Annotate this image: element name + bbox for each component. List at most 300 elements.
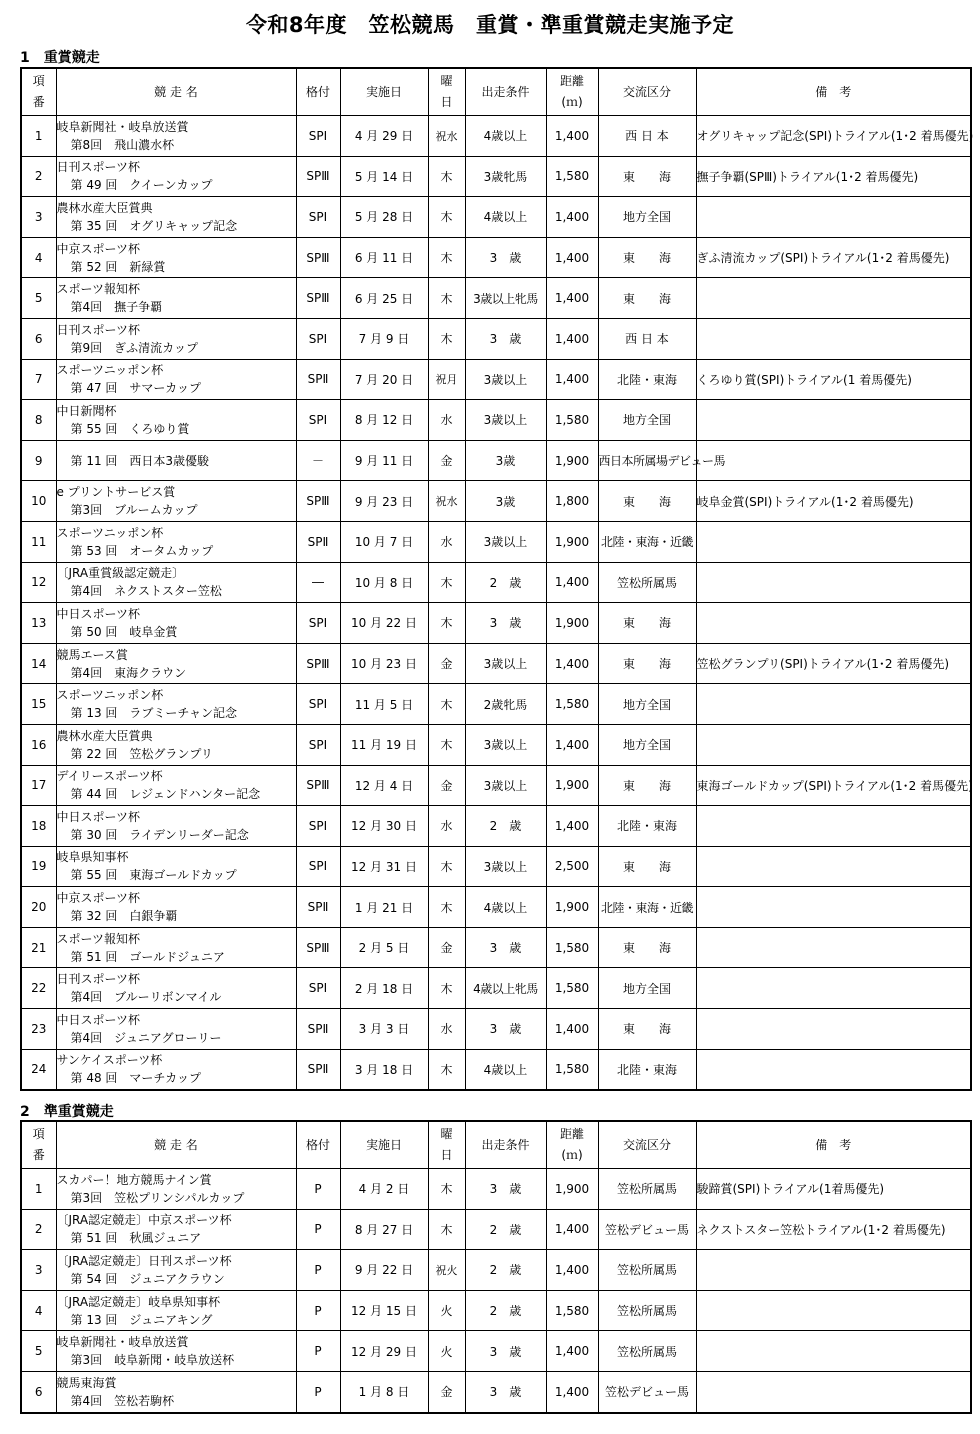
cell-notes: オグリキャップ記念(SPⅠ)トライアル(1･2 着馬優先) xyxy=(696,116,971,157)
cell-no: 4 xyxy=(21,237,56,278)
table-row xyxy=(21,927,971,968)
cell-race-name xyxy=(56,1009,296,1050)
cell-exchange: 北陸・東海 xyxy=(598,359,696,400)
cell-grade: SPⅠ xyxy=(296,400,340,441)
race-title: 第 35 回 オグリキャップ記念 xyxy=(70,218,238,233)
cell-no: 6 xyxy=(21,1371,56,1412)
cell-race-name xyxy=(56,521,296,562)
cell-grade: SPⅢ xyxy=(296,156,340,197)
cell-notes: ぎふ清流カップ(SPⅠ)トライアル(1･2 着馬優先) xyxy=(696,237,971,278)
header-date: 実施日 xyxy=(340,68,428,116)
cell-distance: 1,900 xyxy=(546,440,598,481)
cell-no: 5 xyxy=(21,278,56,319)
cell-grade: SPⅡ xyxy=(296,1049,340,1090)
cell-condition: 3 歳 xyxy=(465,927,546,968)
cell-no: 9 xyxy=(21,440,56,481)
cell-grade: － xyxy=(296,440,340,481)
cell-race-name xyxy=(56,927,296,968)
cell-notes xyxy=(696,887,971,928)
race-title: 第3回 笠松プリンシパルカップ xyxy=(70,1190,245,1205)
race-sponsor: 〔JRA認定競走〕日刊スポーツ杯 xyxy=(56,1253,232,1268)
cell-grade: SPⅢ xyxy=(296,927,340,968)
cell-notes xyxy=(696,806,971,847)
cell-notes xyxy=(696,562,971,603)
cell-exchange: 北陸・東海・近畿 xyxy=(598,521,696,562)
cell-race-name xyxy=(56,724,296,765)
cell-condition: 3 歳 xyxy=(465,1371,546,1412)
cell-date: 8 月 12 日 xyxy=(340,400,428,441)
cell-condition: 3歳 xyxy=(465,440,546,481)
cell-date: 7 月 9 日 xyxy=(340,318,428,359)
cell-date: 12 月 29 日 xyxy=(340,1331,428,1372)
cell-no: 21 xyxy=(21,927,56,968)
cell-day: 火 xyxy=(428,1331,465,1372)
cell-day: 木 xyxy=(428,1209,465,1250)
cell-date: 11 月 5 日 xyxy=(340,684,428,725)
cell-day: 木 xyxy=(428,197,465,238)
cell-distance: 1,900 xyxy=(546,603,598,644)
table-row xyxy=(21,1169,971,1210)
cell-distance: 1,580 xyxy=(546,927,598,968)
cell-day: 木 xyxy=(428,887,465,928)
race-title: 第 52 回 新緑賞 xyxy=(70,259,166,274)
cell-day: 木 xyxy=(428,318,465,359)
table-row xyxy=(21,1209,971,1250)
cell-notes: 撫子争覇(SPⅢ)トライアル(1･2 着馬優先) xyxy=(696,156,971,197)
race-title: 第4回 ジュニアグローリー xyxy=(70,1030,222,1045)
cell-condition: 4歳以上 xyxy=(465,116,546,157)
header-exchange: 交流区分 xyxy=(598,68,696,116)
table-row xyxy=(21,1290,971,1331)
cell-distance: 1,400 xyxy=(546,116,598,157)
cell-exchange: 地方全国 xyxy=(598,400,696,441)
cell-grade: SPⅢ xyxy=(296,481,340,522)
semi-graded-race-table xyxy=(20,1120,972,1414)
table-row xyxy=(21,440,971,481)
cell-distance: 1,400 xyxy=(546,806,598,847)
cell-exchange: 地方全国 xyxy=(598,968,696,1009)
cell-race-name xyxy=(56,1250,296,1291)
header-date: 実施日 xyxy=(340,1121,428,1169)
cell-no: 8 xyxy=(21,400,56,441)
cell-distance: 1,580 xyxy=(546,1049,598,1090)
cell-race-name xyxy=(56,684,296,725)
table-header xyxy=(21,68,971,116)
race-sponsor: 競馬エース賞 xyxy=(56,647,128,662)
cell-date: 4 月 2 日 xyxy=(340,1169,428,1210)
cell-notes xyxy=(696,724,971,765)
cell-condition: 2 歳 xyxy=(465,1209,546,1250)
cell-day: 火 xyxy=(428,1290,465,1331)
cell-exchange: 北陸・東海 xyxy=(598,806,696,847)
cell-day: 水 xyxy=(428,806,465,847)
cell-exchange: 東 海 xyxy=(598,237,696,278)
race-sponsor: 中日スポーツ杯 xyxy=(56,809,141,824)
cell-notes xyxy=(696,440,971,481)
cell-grade: SPⅢ xyxy=(296,237,340,278)
cell-day: 木 xyxy=(428,278,465,319)
cell-no: 1 xyxy=(21,1169,56,1210)
race-title: 第 44 回 レジェンドハンター記念 xyxy=(70,787,261,802)
table-row xyxy=(21,643,971,684)
race-title: 第 13 回 ラブミーチャン記念 xyxy=(70,706,238,721)
cell-grade: SPⅡ xyxy=(296,359,340,400)
cell-condition: 3歳以上 xyxy=(465,521,546,562)
cell-exchange: 東 海 xyxy=(598,643,696,684)
cell-exchange: 西 日 本 xyxy=(598,116,696,157)
race-sponsor: 中日新聞杯 xyxy=(56,403,117,418)
cell-race-name xyxy=(56,197,296,238)
cell-distance: 1,400 xyxy=(546,237,598,278)
race-title: 第 51 回 ゴールドジュニア xyxy=(70,949,225,964)
cell-day: 祝水 xyxy=(428,481,465,522)
cell-notes xyxy=(696,968,971,1009)
cell-condition: 3 歳 xyxy=(465,1009,546,1050)
header-notes: 備 考 xyxy=(696,68,971,116)
table-row xyxy=(21,968,971,1009)
cell-notes xyxy=(696,1250,971,1291)
race-title: 第 47 回 サマーカップ xyxy=(70,381,202,396)
cell-condition: 3歳以上 xyxy=(465,765,546,806)
cell-date: 10 月 7 日 xyxy=(340,521,428,562)
cell-race-name xyxy=(56,481,296,522)
cell-grade: SPⅠ xyxy=(296,318,340,359)
table-row xyxy=(21,684,971,725)
cell-condition: 2 歳 xyxy=(465,1290,546,1331)
cell-notes xyxy=(696,1371,971,1412)
table-row xyxy=(21,1331,971,1372)
table-row xyxy=(21,1049,971,1090)
cell-distance: 1,580 xyxy=(546,968,598,1009)
cell-day: 祝火 xyxy=(428,1250,465,1291)
cell-notes xyxy=(696,1290,971,1331)
cell-notes xyxy=(696,278,971,319)
cell-day: 木 xyxy=(428,724,465,765)
header-distance: 距離 (ｍ) xyxy=(546,68,598,116)
cell-no: 20 xyxy=(21,887,56,928)
race-sponsor: 農林水産大臣賞典 xyxy=(56,200,153,215)
cell-notes xyxy=(696,400,971,441)
header-name: 競 走 名 xyxy=(56,1121,296,1169)
table-header xyxy=(21,1121,971,1169)
race-title: 第4回 ネクストスター笠松 xyxy=(70,584,222,599)
race-sponsor: 中日スポーツ杯 xyxy=(56,1012,141,1027)
cell-race-name xyxy=(56,318,296,359)
cell-distance: 1,400 xyxy=(546,1371,598,1412)
table-row xyxy=(21,724,971,765)
cell-condition: 3歳以上 xyxy=(465,359,546,400)
cell-notes: くろゆり賞(SPⅠ)トライアル(1 着馬優先) xyxy=(696,359,971,400)
cell-date: 3 月 3 日 xyxy=(340,1009,428,1050)
cell-condition: 3歳 xyxy=(465,481,546,522)
race-title: 第4回 ブルーリボンマイル xyxy=(70,990,222,1005)
cell-day: 木 xyxy=(428,237,465,278)
cell-exchange: 西 日 本 xyxy=(598,318,696,359)
race-sponsor: 日刊スポーツ杯 xyxy=(56,322,141,337)
cell-grade: P xyxy=(296,1331,340,1372)
cell-grade: SPⅡ xyxy=(296,521,340,562)
cell-notes xyxy=(696,927,971,968)
cell-condition: 3 歳 xyxy=(465,603,546,644)
cell-distance: 1,400 xyxy=(546,318,598,359)
cell-no: 12 xyxy=(21,562,56,603)
table-row xyxy=(21,278,971,319)
cell-exchange: 笠松所属馬 xyxy=(598,1169,696,1210)
cell-distance: 1,400 xyxy=(546,359,598,400)
cell-notes xyxy=(696,684,971,725)
table-row xyxy=(21,887,971,928)
cell-day: 木 xyxy=(428,1169,465,1210)
header-day: 曜 日 xyxy=(428,68,465,116)
header-notes: 備 考 xyxy=(696,1121,971,1169)
cell-exchange: 北陸・東海・近畿 xyxy=(598,887,696,928)
cell-exchange: 東 海 xyxy=(598,846,696,887)
cell-distance: 1,580 xyxy=(546,684,598,725)
header-condition: 出走条件 xyxy=(465,1121,546,1169)
race-title: 第4回 東海クラウン xyxy=(70,665,187,680)
cell-condition: 3歳以上 xyxy=(465,846,546,887)
race-title: 第 48 回 マーチカップ xyxy=(70,1071,202,1086)
cell-notes xyxy=(696,1331,971,1372)
race-sponsor: スポーツニッポン杯 xyxy=(56,688,164,703)
cell-date: 11 月 19 日 xyxy=(340,724,428,765)
cell-day: 木 xyxy=(428,603,465,644)
table-row xyxy=(21,765,971,806)
cell-grade: P xyxy=(296,1169,340,1210)
cell-race-name xyxy=(56,1290,296,1331)
section-heading-graded: 1 重賞競走 xyxy=(20,50,100,66)
cell-notes: 東海ゴールドカップ(SPⅠ)トライアル(1･2 着馬優先) xyxy=(696,765,971,806)
cell-notes: 笠松グランプリ(SPⅠ)トライアル(1･2 着馬優先) xyxy=(696,643,971,684)
cell-exchange: 地方全国 xyxy=(598,724,696,765)
cell-grade: SPⅠ xyxy=(296,968,340,1009)
race-title: 第4回 笠松若駒杯 xyxy=(70,1393,175,1408)
cell-notes: 駿蹄賞(SPⅠ)トライアル(1着馬優先) xyxy=(696,1169,971,1210)
cell-date: 1 月 8 日 xyxy=(340,1371,428,1412)
cell-no: 2 xyxy=(21,1209,56,1250)
cell-condition: 2 歳 xyxy=(465,806,546,847)
cell-notes: ネクストスター笠松トライアル(1･2 着馬優先) xyxy=(696,1209,971,1250)
cell-exchange: 笠松デビュー馬 xyxy=(598,1371,696,1412)
cell-exchange: 地方全国 xyxy=(598,684,696,725)
cell-grade: SPⅠ xyxy=(296,197,340,238)
cell-condition: 3歳以上牝馬 xyxy=(465,278,546,319)
header-distance: 距離 (ｍ) xyxy=(546,1121,598,1169)
cell-race-name xyxy=(56,765,296,806)
race-sponsor: 日刊スポーツ杯 xyxy=(56,160,141,175)
cell-race-name xyxy=(56,562,296,603)
cell-grade: SPⅠ xyxy=(296,846,340,887)
cell-distance: 1,400 xyxy=(546,1331,598,1372)
race-title: 第3回 ブルームカップ xyxy=(70,503,198,518)
cell-distance: 1,400 xyxy=(546,1250,598,1291)
cell-distance: 1,900 xyxy=(546,1169,598,1210)
cell-condition: 3歳以上 xyxy=(465,643,546,684)
cell-distance: 1,400 xyxy=(546,643,598,684)
cell-day: 水 xyxy=(428,400,465,441)
cell-condition: 4歳以上 xyxy=(465,887,546,928)
cell-no: 3 xyxy=(21,197,56,238)
cell-grade: SPⅠ xyxy=(296,724,340,765)
cell-day: 金 xyxy=(428,440,465,481)
cell-notes xyxy=(696,197,971,238)
table-row xyxy=(21,197,971,238)
cell-exchange: 東 海 xyxy=(598,765,696,806)
cell-date: 10 月 8 日 xyxy=(340,562,428,603)
table-row xyxy=(21,359,971,400)
header-no: 項 番 xyxy=(21,68,56,116)
cell-distance: 1,900 xyxy=(546,521,598,562)
cell-date: 7 月 20 日 xyxy=(340,359,428,400)
header-no: 項 番 xyxy=(21,1121,56,1169)
cell-race-name xyxy=(56,278,296,319)
cell-no: 22 xyxy=(21,968,56,1009)
cell-day: 金 xyxy=(428,927,465,968)
cell-distance: 1,580 xyxy=(546,1290,598,1331)
table-row xyxy=(21,562,971,603)
cell-condition: 3 歳 xyxy=(465,237,546,278)
cell-grade: SPⅢ xyxy=(296,643,340,684)
cell-no: 18 xyxy=(21,806,56,847)
cell-race-name xyxy=(56,643,296,684)
cell-exchange: 北陸・東海 xyxy=(598,1049,696,1090)
cell-no: 4 xyxy=(21,1290,56,1331)
race-title: 第 13 回 ジュニアキング xyxy=(70,1312,213,1327)
race-sponsor: 競馬東海賞 xyxy=(56,1375,117,1390)
table-row xyxy=(21,400,971,441)
cell-no: 10 xyxy=(21,481,56,522)
page-title: 令和8年度 笠松競馬 重賞・準重賞競走実施予定 xyxy=(245,13,735,37)
cell-no: 19 xyxy=(21,846,56,887)
cell-notes: 岐阜金賞(SPⅠ)トライアル(1･2 着馬優先) xyxy=(696,481,971,522)
cell-race-name xyxy=(56,1169,296,1210)
race-sponsor: 日刊スポーツ杯 xyxy=(56,972,141,987)
cell-no: 11 xyxy=(21,521,56,562)
table-row xyxy=(21,603,971,644)
cell-condition: 4歳以上 xyxy=(465,1049,546,1090)
cell-exchange: 東 海 xyxy=(598,481,696,522)
race-sponsor: スポーツニッポン杯 xyxy=(56,525,164,540)
cell-date: 6 月 25 日 xyxy=(340,278,428,319)
cell-condition: 4歳以上牝馬 xyxy=(465,968,546,1009)
cell-exchange: 東 海 xyxy=(598,927,696,968)
cell-distance: 1,400 xyxy=(546,562,598,603)
race-title: 第4回 撫子争覇 xyxy=(70,300,163,315)
header-exchange: 交流区分 xyxy=(598,1121,696,1169)
cell-grade: SPⅠ xyxy=(296,116,340,157)
race-sponsor: 農林水産大臣賞典 xyxy=(56,728,153,743)
cell-race-name xyxy=(56,968,296,1009)
race-sponsor: 〔JRA認定競走〕中京スポーツ杯 xyxy=(56,1213,232,1228)
table-row xyxy=(21,1009,971,1050)
cell-no: 23 xyxy=(21,1009,56,1050)
race-sponsor: 中日スポーツ杯 xyxy=(56,606,141,621)
race-title: 第 55 回 東海ゴールドカップ xyxy=(70,868,237,883)
race-title: 第 53 回 オータムカップ xyxy=(70,543,214,558)
cell-grade: P xyxy=(296,1371,340,1412)
cell-date: 12 月 30 日 xyxy=(340,806,428,847)
race-sponsor: 中京スポーツ杯 xyxy=(56,891,141,906)
cell-day: 金 xyxy=(428,1371,465,1412)
cell-distance: 1,400 xyxy=(546,278,598,319)
cell-date: 9 月 22 日 xyxy=(340,1250,428,1291)
race-title: 第 51 回 秋風ジュニア xyxy=(70,1231,202,1246)
cell-exchange: 地方全国 xyxy=(598,197,696,238)
table-row xyxy=(21,481,971,522)
cell-race-name xyxy=(56,603,296,644)
semi-graded-race-rows xyxy=(21,1169,971,1413)
cell-date: 5 月 14 日 xyxy=(340,156,428,197)
race-title: 第9回 ぎふ清流カップ xyxy=(70,340,199,355)
cell-exchange: 笠松デビュー馬 xyxy=(598,1209,696,1250)
cell-grade: P xyxy=(296,1290,340,1331)
cell-race-name xyxy=(56,400,296,441)
cell-no: 16 xyxy=(21,724,56,765)
table-row xyxy=(21,846,971,887)
race-sponsor: サンケイスポーツ杯 xyxy=(56,1053,163,1068)
cell-distance: 1,400 xyxy=(546,724,598,765)
cell-date: 3 月 18 日 xyxy=(340,1049,428,1090)
cell-race-name xyxy=(56,156,296,197)
cell-grade: P xyxy=(296,1209,340,1250)
cell-date: 8 月 27 日 xyxy=(340,1209,428,1250)
table-row xyxy=(21,116,971,157)
cell-condition: 2 歳 xyxy=(465,562,546,603)
cell-grade: P xyxy=(296,1250,340,1291)
race-sponsor: 岐阜県知事杯 xyxy=(56,850,129,865)
cell-day: 水 xyxy=(428,1009,465,1050)
cell-no: 5 xyxy=(21,1331,56,1372)
cell-grade: ― xyxy=(296,562,340,603)
cell-no: 6 xyxy=(21,318,56,359)
table-row xyxy=(21,156,971,197)
header-grade: 格付 xyxy=(296,68,340,116)
cell-day: 祝水 xyxy=(428,116,465,157)
race-title: 第 49 回 クイーンカップ xyxy=(70,178,213,193)
cell-date: 1 月 21 日 xyxy=(340,887,428,928)
table-row xyxy=(21,521,971,562)
cell-grade: SPⅠ xyxy=(296,806,340,847)
cell-notes xyxy=(696,521,971,562)
race-sponsor: スポーツニッポン杯 xyxy=(56,363,164,378)
race-sponsor: 〔JRA認定競走〕岐阜県知事杯 xyxy=(56,1294,221,1309)
cell-grade: SPⅡ xyxy=(296,1009,340,1050)
cell-grade: SPⅢ xyxy=(296,765,340,806)
cell-exchange: 笠松所属馬 xyxy=(598,1331,696,1372)
cell-date: 4 月 29 日 xyxy=(340,116,428,157)
cell-distance: 2,500 xyxy=(546,846,598,887)
cell-date: 6 月 11 日 xyxy=(340,237,428,278)
cell-race-name xyxy=(56,116,296,157)
graded-race-rows xyxy=(21,116,974,1091)
cell-day: 木 xyxy=(428,684,465,725)
cell-no: 1 xyxy=(21,116,56,157)
cell-race-name xyxy=(56,1371,296,1412)
race-title: 第 22 回 笠松グランプリ xyxy=(70,746,213,761)
cell-no: 7 xyxy=(21,359,56,400)
cell-race-name xyxy=(56,359,296,400)
cell-exchange: 笠松所属馬 xyxy=(598,1250,696,1291)
race-title: 第 54 回 ジュニアクラウン xyxy=(70,1271,225,1286)
cell-date: 12 月 4 日 xyxy=(340,765,428,806)
cell-race-name xyxy=(56,1049,296,1090)
race-title: 第 32 回 白銀争覇 xyxy=(70,909,178,924)
cell-day: 祝月 xyxy=(428,359,465,400)
cell-no: 17 xyxy=(21,765,56,806)
cell-notes xyxy=(696,1009,971,1050)
section-heading-semi-graded: 2 準重賞競走 xyxy=(20,1104,114,1120)
cell-date: 12 月 15 日 xyxy=(340,1290,428,1331)
